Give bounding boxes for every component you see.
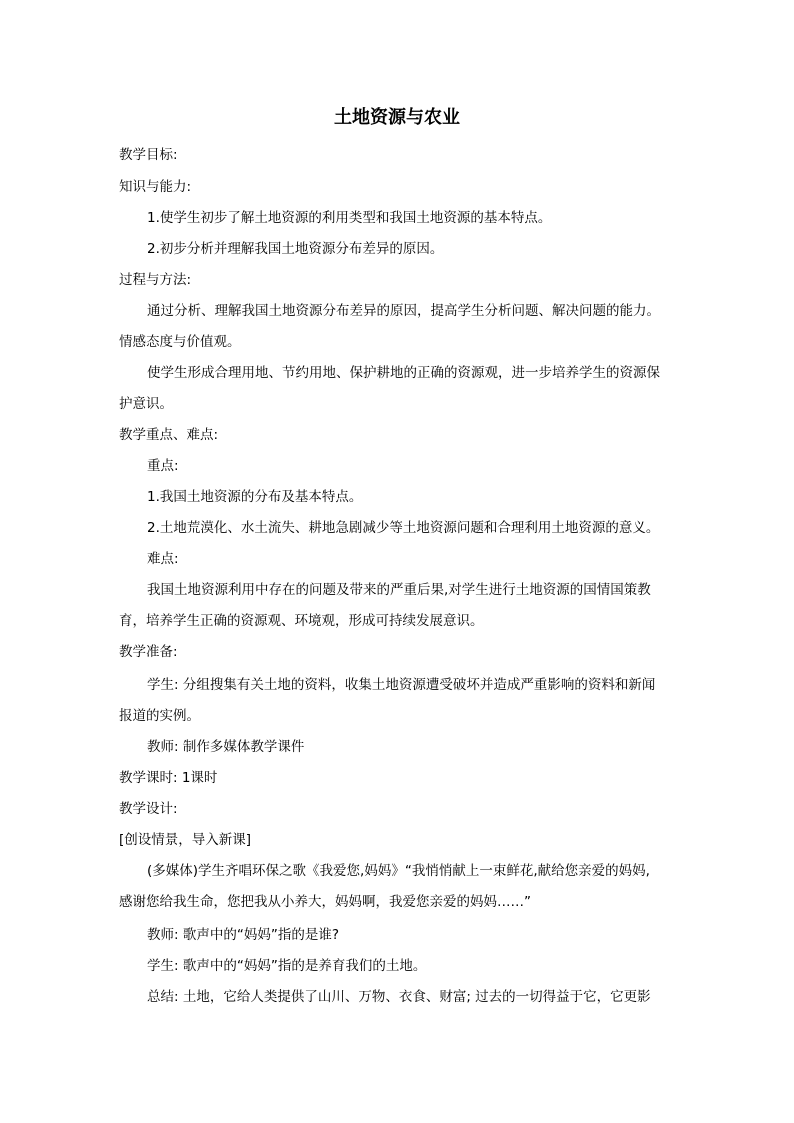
section-label-introduction: [创设情景，导入新课]: [119, 832, 252, 848]
paragraph-line: 育，培养学生正确的资源观、环境观，形成可持续发展意识。: [119, 613, 484, 629]
paragraph-line: 使学生形成合理用地、节约用地、保护耕地的正确的资源观，进一步培养学生的资源保: [147, 365, 660, 381]
paragraph-line: 教师: 歌声中的“妈妈”指的是谁?: [147, 927, 339, 943]
paragraph-line: 学生: 歌声中的“妈妈”指的是养育我们的土地。: [147, 958, 427, 974]
paragraph-line: 我国土地资源利用中存在的问题及带来的严重后果,对学生进行土地资源的国情国策教: [147, 582, 651, 598]
heading-class-hours: 教学课时: 1课时: [119, 770, 218, 786]
paragraph-line: 报道的实例。: [119, 708, 200, 724]
heading-teaching-objectives: 教学目标:: [119, 147, 178, 163]
paragraph-line: 教师: 制作多媒体教学课件: [147, 739, 305, 755]
heading-key-difficult-points: 教学重点、难点:: [119, 427, 219, 443]
heading-knowledge-ability: 知识与能力:: [119, 179, 192, 195]
heading-teaching-preparation: 教学准备:: [119, 644, 178, 660]
paragraph-line: 感谢您给我生命，您把我从小养大，妈妈啊，我爱您亲爱的妈妈……”: [119, 894, 531, 910]
heading-emotion-values: 情感态度与价值观。: [119, 334, 241, 350]
paragraph-line: 总结: 土地，它给人类提供了山川、万物、衣食、财富; 过去的一切得益于它，它更影: [147, 989, 651, 1005]
paragraph-line: 护意识。: [119, 396, 173, 412]
paragraph-line: 1.我国土地资源的分布及基本特点。: [147, 489, 363, 505]
document-title: 土地资源与农业: [334, 107, 460, 128]
heading-teaching-design: 教学设计:: [119, 801, 178, 817]
subheading-key-points: 重点:: [147, 458, 179, 474]
paragraph-line: (多媒体)学生齐唱环保之歌《我爱您,妈妈》“我悄悄献上一束鲜花,献给您亲爱的妈妈,: [147, 863, 650, 879]
paragraph-line: 2.土地荒漠化、水土流失、耕地急剧减少等土地资源问题和合理利用土地资源的意义。: [147, 520, 660, 536]
paragraph-line: 学生: 分组搜集有关土地的资料，收集土地资源遭受破坏并造成严重影响的资料和新闻: [147, 677, 656, 693]
paragraph-line: 2.初步分析并理解我国土地资源分布差异的原因。: [147, 241, 444, 257]
subheading-difficult-points: 难点:: [147, 551, 179, 567]
paragraph-line: 通过分析、理解我国土地资源分布差异的原因，提高学生分析问题、解决问题的能力。: [147, 303, 660, 319]
heading-process-method: 过程与方法:: [119, 272, 192, 288]
paragraph-line: 1.使学生初步了解土地资源的利用类型和我国土地资源的基本特点。: [147, 210, 552, 226]
